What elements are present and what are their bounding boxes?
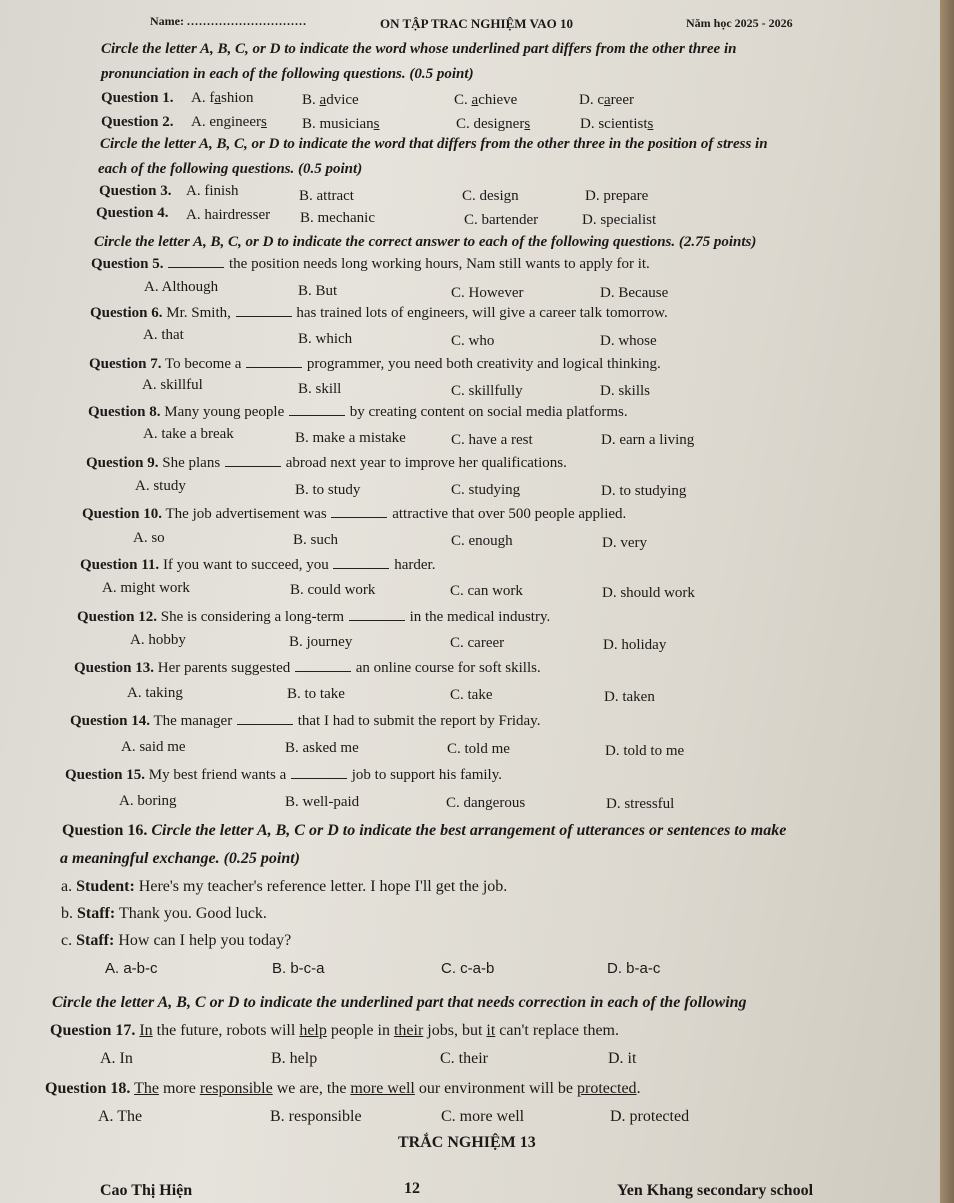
option-d[interactable]: D. skills (600, 383, 651, 399)
answer-blank[interactable] (291, 766, 347, 779)
option-c[interactable]: C. dangerous (446, 795, 526, 811)
answer-blank[interactable] (295, 659, 351, 672)
option-c[interactable]: C. who (451, 333, 495, 349)
option-b[interactable]: B. such (293, 532, 338, 548)
option-a[interactable]: A. that (143, 327, 184, 343)
option-b[interactable]: B. make a mistake (295, 430, 406, 446)
answer-blank[interactable] (168, 255, 224, 268)
question-stem: Question 11. If you want to succeed, you harder. (80, 557, 436, 573)
option-c[interactable]: C. enough (451, 533, 513, 549)
option-d[interactable]: D. to studying (601, 483, 687, 499)
option-c[interactable]: C. skillfully (451, 383, 523, 399)
option-d[interactable]: D. Because (600, 285, 669, 301)
option-b[interactable]: B. But (298, 283, 338, 299)
school-name: Yen Khang secondary school (617, 1182, 814, 1199)
name-label: Name: .............................. (150, 14, 307, 28)
section-instruction: Circle the letter A, B, C, or D to indicate the word that differs from the other three in the position of stress in (100, 136, 768, 152)
option-d[interactable]: D. scientists (580, 116, 654, 132)
option-a[interactable]: A. might work (102, 580, 190, 596)
option-c[interactable]: C. career (450, 635, 505, 651)
option-d[interactable]: D. b-a-c (607, 960, 661, 977)
question-stem: Question 18. The more responsible we are, the more well our environment will be protected. (45, 1080, 641, 1097)
option-a[interactable]: A. skillful (142, 377, 203, 393)
section-title: TRẮC NGHIỆM 13 (398, 1134, 536, 1151)
option-a[interactable]: A. study (135, 478, 186, 494)
option-c[interactable]: C. achieve (454, 92, 518, 108)
exchange-line: a. Student: Here's my teacher's reference letter. I hope I'll get the job. (61, 878, 508, 895)
question-label: Question 3. (99, 183, 172, 199)
option-d[interactable]: D. told to me (605, 743, 685, 759)
page-title: ON TẬP TRAC NGHIỆM VAO 10 (380, 16, 573, 31)
option-d[interactable]: D. taken (604, 689, 655, 705)
answer-blank[interactable] (333, 556, 389, 569)
option-c[interactable]: C. told me (447, 741, 510, 757)
section-instruction: Circle the letter A, B, C, or D to indicate the word whose underlined part differs from the other three in (101, 41, 737, 57)
option-b[interactable]: B. journey (289, 634, 353, 650)
option-a[interactable]: A. hobby (130, 632, 186, 648)
option-c[interactable]: C. can work (450, 583, 523, 599)
option-b[interactable]: B. mechanic (300, 210, 375, 226)
option-c[interactable]: C. take (450, 687, 493, 703)
option-d[interactable]: D. very (602, 535, 647, 551)
question-label: Question 2. (101, 114, 174, 130)
option-a[interactable]: A. taking (127, 685, 183, 701)
option-d[interactable]: D. whose (600, 333, 657, 349)
section-instruction: Circle the letter A, B, C or D to indicate the underlined part that needs correction in each of the following (52, 994, 747, 1011)
option-c[interactable]: C. However (451, 285, 524, 301)
option-b[interactable]: B. musicians (302, 116, 380, 132)
page-number: 12 (404, 1180, 420, 1197)
option-d[interactable]: D. prepare (585, 188, 649, 204)
section-instruction: each of the following questions. (0.5 point) (98, 161, 363, 177)
option-d[interactable]: D. protected (610, 1108, 690, 1125)
question-stem: Question 13. Her parents suggested an online course for soft skills. (74, 660, 541, 676)
exchange-line: c. Staff: How can I help you today? (61, 932, 292, 949)
section-instruction: Circle the letter A, B, C, or D to indicate the correct answer to each of the following questions. (2.75 points) (94, 234, 757, 250)
option-c[interactable]: C. more well (441, 1108, 525, 1125)
answer-blank[interactable] (225, 454, 281, 467)
option-d[interactable]: D. specialist (582, 212, 657, 228)
option-c[interactable]: C. c-a-b (441, 960, 495, 977)
table-edge (940, 0, 954, 1203)
option-a[interactable]: A. take a break (143, 426, 234, 442)
question-stem: Question 17. In the future, robots will help people in their jobs, but it can't replace them. (50, 1022, 619, 1039)
option-b[interactable]: B. asked me (285, 740, 359, 756)
answer-blank[interactable] (331, 505, 387, 518)
question-stem: Question 8. Many young people by creating content on social media platforms. (88, 404, 628, 420)
option-b[interactable]: B. responsible (270, 1108, 362, 1125)
answer-blank[interactable] (246, 355, 302, 368)
question-stem: Question 7. To become a programmer, you need both creativity and logical thinking. (89, 356, 661, 372)
option-d[interactable]: D. earn a living (601, 432, 695, 448)
option-a[interactable]: A. boring (119, 793, 177, 809)
option-c[interactable]: C. bartender (464, 212, 539, 228)
question-stem: Question 6. Mr. Smith, has trained lots of engineers, will give a career talk tomorrow. (90, 305, 668, 321)
option-d[interactable]: D. holiday (603, 637, 667, 653)
question-stem: Question 5. the position needs long working hours, Nam still wants to apply for it. (91, 256, 650, 272)
option-b[interactable]: B. attract (299, 188, 354, 204)
question-stem: Question 12. She is considering a long-term in the medical industry. (77, 609, 551, 625)
option-c[interactable]: C. design (462, 188, 519, 204)
option-b[interactable]: B. well-paid (285, 794, 360, 810)
option-b[interactable]: B. skill (298, 381, 342, 397)
option-c[interactable]: C. studying (451, 482, 521, 498)
option-a[interactable]: A. The (98, 1108, 143, 1125)
option-b[interactable]: B. could work (290, 582, 376, 598)
option-a[interactable]: A. hairdresser (186, 207, 271, 223)
option-a[interactable]: A. a-b-c (105, 960, 158, 977)
option-b[interactable]: B. to study (295, 482, 361, 498)
question-label: Question 1. (101, 90, 174, 106)
option-b[interactable]: B. to take (287, 686, 345, 702)
option-a[interactable]: A. In (100, 1050, 133, 1067)
option-d[interactable]: D. should work (602, 585, 695, 601)
question-label: Question 4. (96, 205, 169, 221)
option-c[interactable]: C. have a rest (451, 432, 533, 448)
author-name: Cao Thị Hiện (100, 1182, 193, 1199)
section-instruction: pronunciation in each of the following questions. (0.5 point) (101, 66, 474, 82)
answer-blank[interactable] (289, 403, 345, 416)
option-c[interactable]: C. their (440, 1050, 488, 1067)
option-b[interactable]: B. b-c-a (272, 960, 325, 977)
answer-blank[interactable] (237, 712, 293, 725)
question-stem: Question 16. Circle the letter A, B, C or D to indicate the best arrangement of utterances or sentences to make (62, 822, 787, 839)
option-a[interactable]: A. finish (186, 183, 239, 199)
option-d[interactable]: D. stressful (606, 796, 675, 812)
section-instruction: a meaningful exchange. (0.25 point) (60, 850, 301, 867)
option-a[interactable]: A. said me (121, 739, 186, 755)
question-stem: Question 14. The manager that I had to submit the report by Friday. (70, 713, 541, 729)
answer-blank[interactable] (236, 304, 292, 317)
option-a[interactable]: A. Although (144, 279, 219, 295)
option-d[interactable]: D. it (608, 1050, 637, 1067)
option-d[interactable]: D. career (579, 92, 634, 108)
question-stem: Question 10. The job advertisement was attractive that over 500 people applied. (82, 506, 627, 522)
option-b[interactable]: B. advice (302, 92, 359, 108)
option-b[interactable]: B. help (271, 1050, 318, 1067)
option-a[interactable]: A. engineers (191, 114, 267, 130)
exchange-line: b. Staff: Thank you. Good luck. (61, 905, 267, 922)
question-stem: Question 9. She plans abroad next year to improve her qualifications. (86, 455, 567, 471)
option-b[interactable]: B. which (298, 331, 353, 347)
answer-blank[interactable] (349, 608, 405, 621)
option-a[interactable]: A. fashion (191, 90, 254, 106)
option-a[interactable]: A. so (133, 530, 165, 546)
question-stem: Question 15. My best friend wants a job to support his family. (65, 767, 503, 783)
option-c[interactable]: C. designers (456, 116, 531, 132)
school-year: Năm học 2025 - 2026 (686, 16, 793, 30)
